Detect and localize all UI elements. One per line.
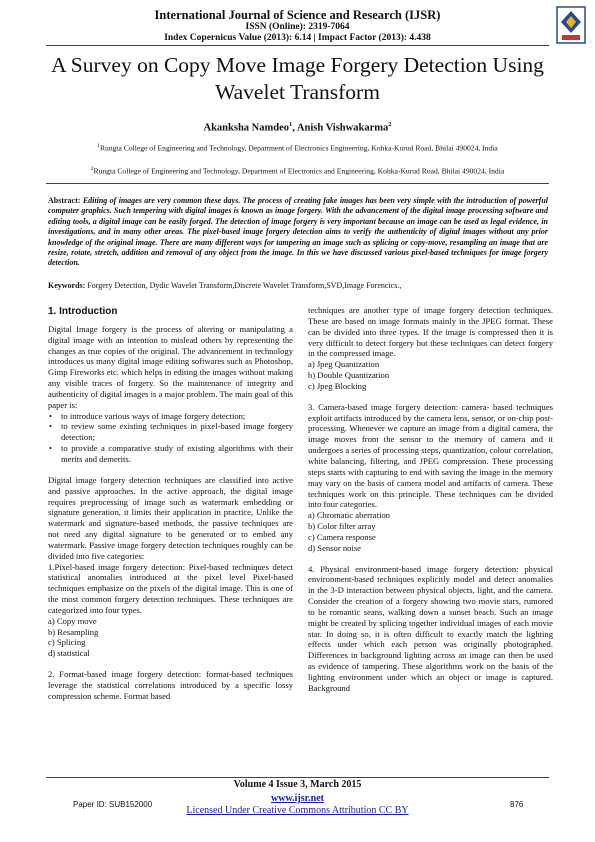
volume-issue: Volume 4 Issue 3, March 2015	[233, 779, 362, 790]
paper-id: Paper ID: SUB152000	[73, 800, 153, 809]
list-item: a) Jpeg Quantization	[308, 359, 380, 370]
abstract	[48, 196, 548, 269]
intro-paragraph: Digital Image forgery is the process of altering or manipulating a digital image with an intention to mislead others by representing the changes as true copies of the original. The advancement in technology introduces us many digital image editing softwares such as Photoshop, Gimp Fireworks etc. which helps in editing the images without making any visible traces of forgery. So the maintenance of integrity and authenticity of digital images is a major problem. The main goal of this paper is:	[48, 323, 293, 410]
affiliation-2-marker: 2	[90, 166, 94, 172]
approaches-paragraph: Digital image forgery detection techniques are classified into active and passive approaches. In the active approach, the digital image requires preprocessing of image such as watermark embedding or signature generation, it limits their application in practice, Unlike the watermark and signature-based methods, the passive techniques are not need any digital signature to be generated or to embed any watermark. Passive image forgery detection techniques roughly can be divided into five categories:	[48, 474, 293, 561]
index-line: Index Copernicus Value (2013): 6.14 | Impact Factor (2013): 4.438	[164, 33, 431, 43]
header-rule	[46, 45, 549, 46]
list-item: c) Jpeg Blocking	[308, 380, 367, 391]
left-column	[48, 307, 293, 702]
section-title-introduction: 1. Introduction	[48, 306, 118, 317]
abstract-label: Abstract:	[48, 196, 81, 205]
camera-based-paragraph: 3. Camera-based image forgery detection: camera- based techniques exploit artifacts introduced by the camera lens, sensor, or on-chip post-processing. Whenever we capture an image from a digital camera, the image moves from the sensor to the memory of camera and it undergoes a series of processing steps, quantization, colour correlation, white balancing, filtering, and JPEG compression. These processing steps starts with capturing to end with saving the image in the memory may vary on the basis of camera model and artifacts of camera. These techniques work on this principle. These techniques can be divided into four categories.	[308, 401, 553, 510]
list-item: • to provide a comparative study of existing algorithms with their merits and demerits.	[59, 443, 293, 465]
author-1: Akanksha Namdeo	[203, 122, 289, 134]
list-item: • to introduce various ways of image forgery detection;	[59, 411, 293, 422]
list-item: b) Double Quantization	[308, 370, 390, 381]
list-item: • to review some existing techniques in pixel-based image forgery detection;	[59, 421, 293, 443]
pixel-based-paragraph: 1.Pixel-based image forgery detection: Pixel-based techniques detect statistical anomalies introduced at the pixel level Pixel-based techniques emphasize on the pixels of the digital image. This is one of the most common forgery detection techniques. These techniques are categorized into four types.	[48, 561, 293, 615]
affiliation-1	[40, 143, 555, 153]
list-item: c) Camera response	[308, 531, 376, 542]
list-item: b) Color filter array	[308, 521, 376, 532]
author-separator: ,	[292, 122, 297, 134]
footer-rule	[46, 777, 549, 778]
author-1-affil: 1	[288, 121, 293, 128]
list-item: a) Copy move	[48, 615, 97, 626]
author-2: Anish Vishwakarma	[296, 122, 389, 134]
format-based-paragraph: 2. Format-based image forgery detection: format-based techniques leverage the statistical correlations introduced by a specific lossy compression scheme. Format based	[48, 669, 293, 701]
list-item: a) Chromatic aberration	[308, 510, 391, 521]
keywords-label: Keywords:	[48, 281, 86, 290]
issn-line: ISSN (Online): 2319-7064	[245, 22, 350, 32]
license-link[interactable]: Licensed Under Creative Commons Attribution CC BY	[186, 805, 409, 816]
affiliation-2	[40, 166, 555, 176]
list-item: c) Splicing	[48, 637, 86, 648]
website-link[interactable]: www.ijsr.net	[271, 793, 324, 804]
list-item: b) Resampling	[48, 626, 99, 637]
affiliation-rule	[46, 183, 549, 184]
page-number: 876	[510, 800, 524, 809]
keywords	[48, 281, 548, 291]
journal-name: International Journal of Science and Research (IJSR)	[154, 8, 441, 22]
list-item: d) statistical	[48, 648, 90, 659]
affiliation-1-marker: 1	[97, 143, 100, 149]
affiliation-1-text: Rungta College of Engineering and Technology, Department of Electronics Engineering, Kohka-Kurud Road, Bhilai 490024, India	[99, 143, 498, 153]
format-continued-paragraph: techniques are another type of image forgery detection techniques. These are based on image formats mainly in the JPEG format. These can be divided into three types. If the image is compressed then it is very difficult to detect forgery but these techniques can detect forgery in the compressed image.	[308, 305, 553, 359]
keywords-text: Forgery Detection, Dydic Wavelet Transform,Discrete Wavelet Transform,SVD,Image Forencics.,	[87, 281, 402, 290]
paper-title: A Survey on Copy Move Image Forgery Detection Using Wavelet Transform	[51, 53, 544, 104]
author-2-affil: 2	[388, 121, 392, 128]
journal-logo	[556, 6, 586, 44]
physical-environment-paragraph: 4. Physical environment-based image forgery detection: physical environment-based techniques explicitly model and detect anomalies in the 3-D interaction between physical objects, light, and the camera. Consider the creation of a forgery showing two movie stars, rumored to be romantic seans, walking down a sunset beach. Such an image might be created by splicing together individual images of each movie star. In doing so, it is often difficult to exactly match the lighting effects under which each person was originally photographed. Differences in background lighting across an image can then be used as evidence of tampering. These algorithms work on the basis of the lighting environment under which an object or image is captured. Background	[308, 563, 553, 693]
authors	[0, 121, 595, 134]
list-item: d) Sensor noise	[308, 542, 361, 553]
right-column	[308, 305, 553, 694]
abstract-text: Editing of images are very common these days. The process of creating fake images has been very simple with the introduction of powerful computer graphics. Such tempering with digital images is known as image forgery. With the advancement of the digital image processing software and editing tools, a digital image can be easily forged. The detection of image forgery is very important because an image can be used as legal evidence, in investigations, and in many other areas. The pixel-based image forgery detection aims to verify the authenticity of digital images without any prior knowledge of the original image. There are many different ways for tampering an image such as splicing or copy-move, resampling an image that are resize, rotate, stretch, addition and removal of any object from the image. In this we have discussed various pixel-based techniques for image forgery detection.	[48, 196, 548, 268]
affiliation-2-text: Rungta College of Engineering and Technology, Department of Electronics and Engineering, Kohka-Kurud Road, Bhilai 490024, India	[93, 166, 505, 176]
goals-list	[48, 411, 293, 465]
